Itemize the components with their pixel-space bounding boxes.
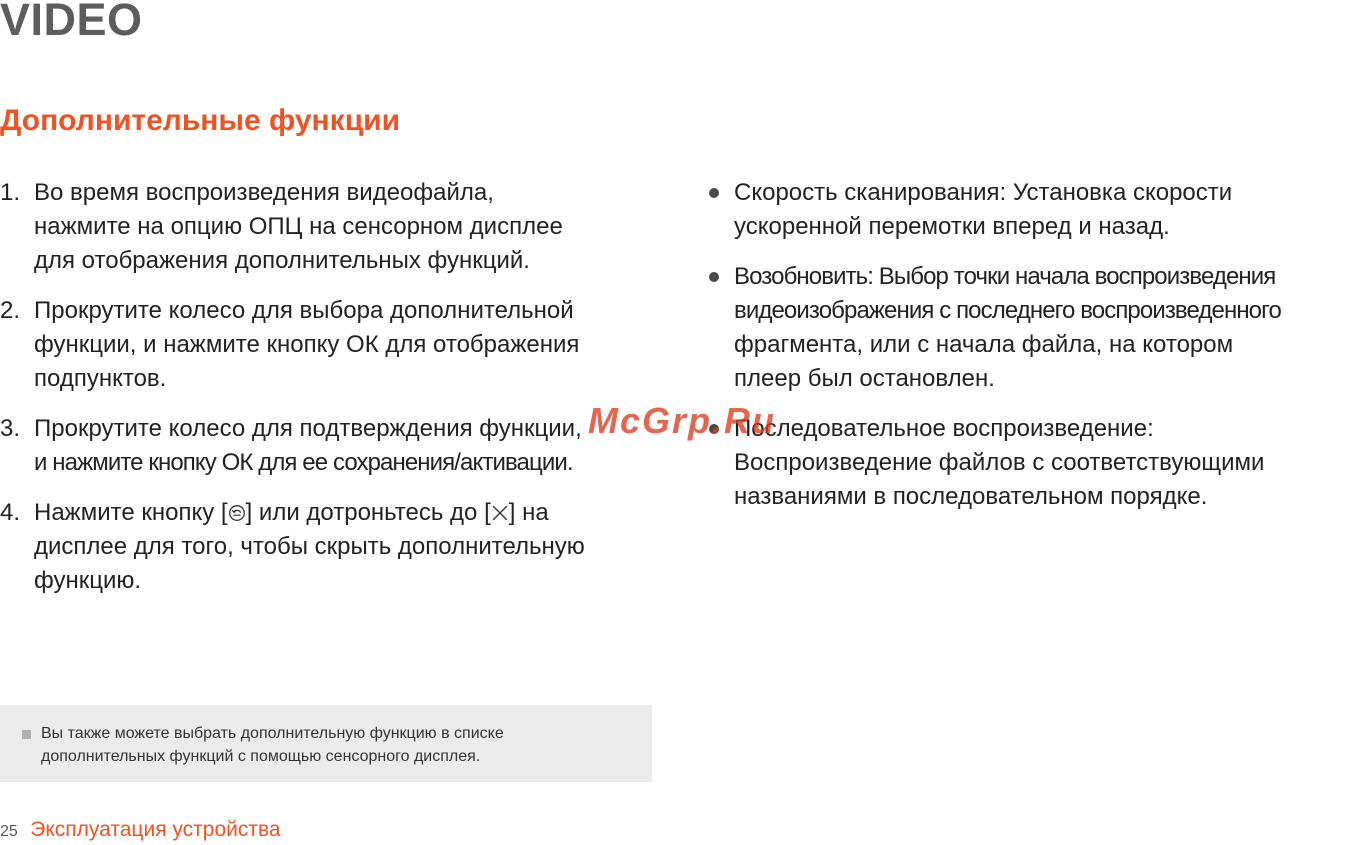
step-number: 2.	[0, 297, 21, 324]
options-column	[700, 176, 1361, 530]
bullet-icon	[709, 188, 719, 198]
option-line: Возобновить: Выбор точки начала воспроизведения	[734, 263, 1276, 290]
step-number: 1.	[0, 179, 21, 206]
step-line: подпунктов.	[34, 365, 167, 392]
step-text: Нажмите кнопку [	[34, 499, 228, 526]
step-line: и нажмите кнопку ОК для ее сохранения/активации.	[34, 449, 573, 476]
step-line: функции, и нажмите кнопку ОК для отображения	[34, 331, 580, 358]
page-footer	[0, 818, 281, 844]
step-number: 3.	[0, 415, 21, 442]
note-box	[0, 705, 652, 782]
option-scan-speed	[700, 176, 1361, 244]
back-icon	[228, 504, 246, 522]
step-line: Во время воспроизведения видеофайла,	[34, 179, 494, 206]
bullet-icon	[709, 272, 719, 282]
close-icon	[491, 504, 509, 522]
step-line: Прокрутите колесо для выбора дополнительной	[34, 297, 574, 324]
step-3	[0, 412, 660, 480]
note-line: дополнительных функций с помощью сенсорного дисплея.	[41, 748, 481, 765]
step-line: дисплее для того, чтобы скрыть дополнительную	[34, 533, 585, 560]
note-line: Вы также можете выбрать дополнительную функцию в списке	[41, 725, 504, 742]
step-2	[0, 294, 660, 396]
note-text	[41, 722, 504, 768]
steps-column	[0, 176, 660, 614]
option-line: фрагмента, или с начала файла, на котором	[734, 331, 1234, 358]
option-resume	[700, 260, 1361, 396]
option-line: плеер был остановлен.	[734, 365, 995, 392]
step-line: нажмите на опцию ОПЦ на сенсорном дисплее	[34, 213, 563, 240]
section-title: VIDEO	[0, 0, 143, 45]
step-1	[0, 176, 660, 278]
note-icon	[22, 730, 31, 739]
step-line: функцию.	[34, 567, 142, 594]
option-line: названиями в последовательном порядке.	[734, 483, 1208, 510]
page-heading: Дополнительные функции	[0, 104, 401, 137]
step-4	[0, 496, 660, 598]
step-text: ] на	[508, 499, 549, 526]
option-line: видеоизображения с последнего воспроизведенного	[734, 297, 1281, 324]
step-text: ] или дотроньтесь до [	[245, 499, 491, 526]
footer-section-label: Эксплуатация устройства	[30, 818, 281, 841]
step-line: для отображения дополнительных функций.	[34, 247, 530, 274]
option-sequential-play	[700, 412, 1361, 514]
option-line: Воспроизведение файлов с соответствующими	[734, 449, 1265, 476]
step-line-with-icons	[34, 496, 660, 530]
option-line: ускоренной перемотки вперед и назад.	[734, 213, 1170, 240]
step-line: Прокрутите колесо для подтверждения функции,	[34, 415, 582, 442]
option-line: Последовательное воспроизведение:	[734, 415, 1154, 442]
option-line: Скорость сканирования: Установка скорости	[734, 179, 1233, 206]
watermark: McGrp.Ru	[588, 400, 777, 441]
step-number: 4.	[0, 499, 21, 526]
page-number: 25	[0, 823, 18, 840]
